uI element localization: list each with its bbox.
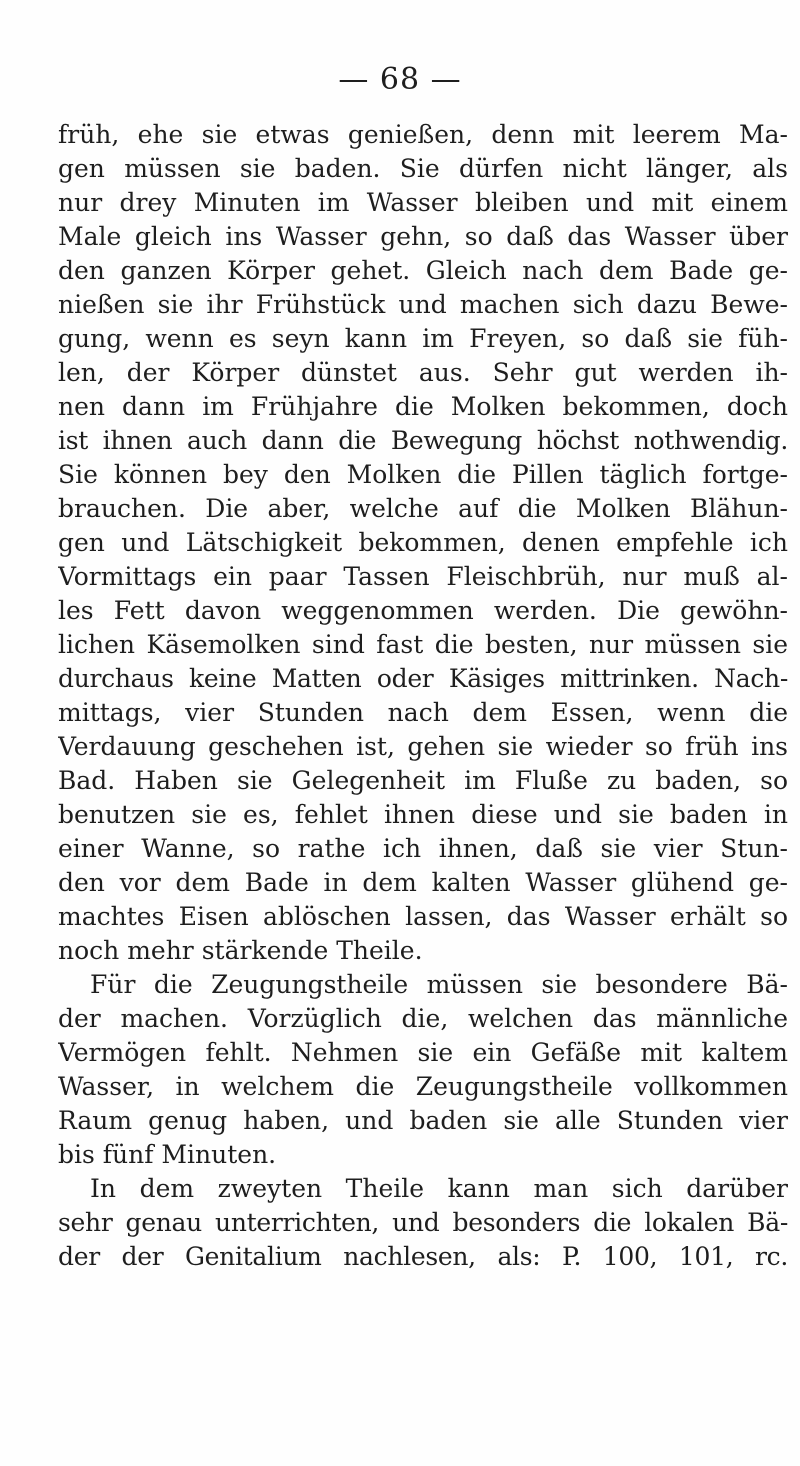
text-line: nen dann im Frühjahre die Molken bekommen, doch [58, 392, 788, 421]
text-line: Male gleich ins Wasser gehn, so daß das Wasser über [58, 222, 788, 251]
text-line: mittags, vier Stunden nach dem Essen, wenn die [58, 698, 788, 727]
text-line: sehr genau unterrichten, und besonders die lokalen Bä- [58, 1208, 788, 1237]
page-number-header: — 68 — [338, 62, 462, 97]
text-line: les Fett davon weggenommen werden. Die gewöhn- [58, 596, 788, 625]
text-line: machtes Eisen ablöschen lassen, das Wasser erhält so [58, 902, 788, 931]
text-line: gen müssen sie baden. Sie dürfen nicht länger, als [58, 154, 788, 183]
text-line: den ganzen Körper gehet. Gleich nach dem Bade ge- [58, 256, 788, 285]
text-line: gung, wenn es seyn kann im Freyen, so daß sie füh- [58, 324, 788, 353]
text-line: lichen Käsemolken sind fast die besten, nur müssen sie [58, 630, 788, 659]
text-line: der machen. Vorzüglich die, welchen das männliche [58, 1004, 788, 1033]
text-line: der der Genitalium nachlesen, als: P. 100, 101, rc. [58, 1242, 788, 1271]
text-line: nießen sie ihr Frühstück und machen sich dazu Bewe- [58, 290, 788, 319]
text-line: Verdauung geschehen ist, gehen sie wieder so früh ins [58, 732, 788, 761]
text-line: brauchen. Die aber, welche auf die Molken Blähun- [58, 494, 788, 523]
text-line: nur drey Minuten im Wasser bleiben und mit einem [58, 188, 788, 217]
text-line: bis fünf Minuten. [58, 1140, 277, 1169]
body-text [58, 118, 788, 1274]
text-line: gen und Lätschigkeit bekommen, denen empfehle ich [58, 528, 788, 557]
text-line: ist ihnen auch dann die Bewegung höchst nothwendig. [58, 426, 788, 455]
text-line: Sie können bey den Molken die Pillen täglich fortge- [58, 460, 788, 489]
text-line: len, der Körper dünstet aus. Sehr gut werden ih- [58, 358, 788, 387]
text-line: Raum genug haben, und baden sie alle Stunden vier [58, 1106, 788, 1135]
text-line: einer Wanne, so rathe ich ihnen, daß sie vier Stun- [58, 834, 788, 863]
text-line: Bad. Haben sie Gelegenheit im Fluße zu baden, so [58, 766, 788, 795]
text-line: früh, ehe sie etwas genießen, denn mit leerem Ma- [58, 120, 788, 149]
text-line: Vormittags ein paar Tassen Fleischbrüh, nur muß al- [58, 562, 788, 591]
text-line: Vermögen fehlt. Nehmen sie ein Gefäße mit kaltem [58, 1038, 788, 1067]
text-line: durchaus keine Matten oder Käsiges mittrinken. Nach- [58, 664, 788, 693]
text-line: den vor dem Bade in dem kalten Wasser glühend ge- [58, 868, 788, 897]
text-line: benutzen sie es, fehlet ihnen diese und sie baden in [58, 800, 788, 829]
text-line: Wasser, in welchem die Zeugungstheile vollkommen [58, 1072, 788, 1101]
text-line: In dem zweyten Theile kann man sich darüber [90, 1174, 788, 1203]
text-line: Für die Zeugungstheile müssen sie besondere Bä- [90, 970, 788, 999]
text-line: noch mehr stärkende Theile. [58, 936, 423, 965]
